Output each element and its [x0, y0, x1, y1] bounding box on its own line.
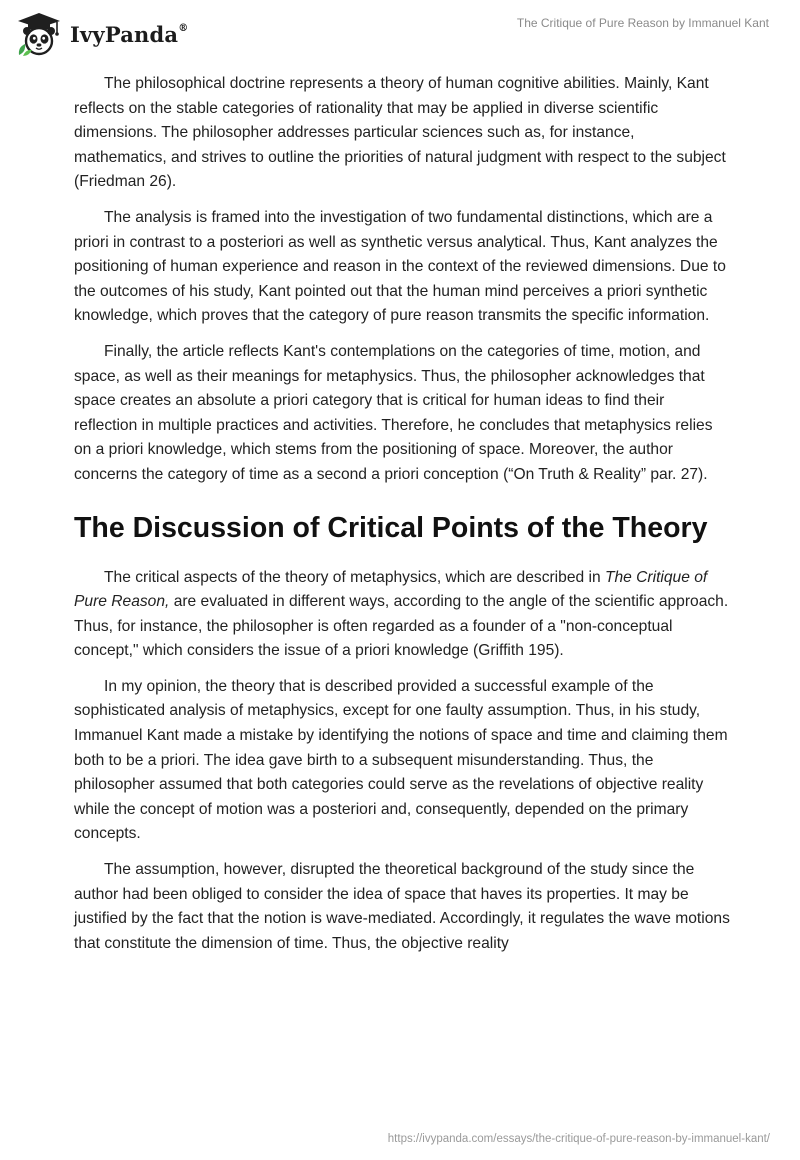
ivypanda-logo[interactable]	[14, 10, 188, 58]
source-url-link[interactable]: https://ivypanda.com/essays/the-critique-of-pure-reason-by-immanuel-kant/	[387, 1133, 770, 1145]
essay-body	[74, 72, 730, 967]
paragraph: In my opinion, the theory that is described provided a successful example of the sophisticated analysis of metaphysics, except for one faulty assumption. Thus, in his study, Immanuel Kant made a mistake by identifying the notions of space and time and claiming them both to be a priori. The idea gave birth to a subsequent misunderstanding. Thus, the philosopher assumed that both categories could serve as the revelations of objective reality while the concept of motion was a posteriori and, consequently, depended on the primary concepts.	[74, 677, 728, 843]
paragraph: The assumption, however, disrupted the theoretical background of the study since the author had been obliged to consider the idea of space that haves its properties. It may be justified by the fact that the notion is wave-mediated. Accordingly, it regulates the wave motions that constitute the dimension of time. Thus, the objective reality	[74, 861, 730, 952]
paragraph: The philosophical doctrine represents a theory of human cognitive abilities. Mainly, Kant reflects on the stable categories of rationality that may be applied in diverse scientific dimensions. The philosopher addresses particular sciences such as, for instance, mathematics, and strives to outline the priorities of natural judgment with respect to the subject (Friedman 26).	[74, 75, 726, 191]
paragraph-text: The critical aspects of the theory of metaphysics, which are described in	[104, 568, 605, 586]
section-heading: The Discussion of Critical Points of the Theory	[74, 511, 708, 544]
document-title: The Critique of Pure Reason by Immanuel Kant	[516, 16, 769, 30]
paragraph-text: are evaluated in different ways, according to the angle of the scientific approach. Thus, for instance, the philosopher is often regarded as a founder of a "non-conceptual concept," which considers the issue of a priori knowledge (Griffith 195).	[74, 593, 729, 660]
paragraph: The analysis is framed into the investigation of two fundamental distinctions, which are a priori in contrast to a posteriori as well as synthetic versus analytical. Thus, Kant analyzes the positioning of human experience and reason in the context of the reviewed dimensions. Due to the outcomes of his study, Kant pointed out that the human mind perceives a priori synthetic knowledge, which proves that the category of pure reason transmits the specific information.	[74, 208, 726, 325]
paragraph: Finally, the article reflects Kant's contemplations on the categories of time, motion, and space, as well as their meanings for metaphysics. Thus, the philosopher acknowledges that space creates an absolute a priori category that is critical for human ideas to find their reflection in multiple practices and activities. Therefore, he concludes that metaphysics relies on a priori knowledge, which stems from the positioning of space. Moreover, the author concerns the category of time as a second a priori conception (“On Truth & Reality” par. 27).	[74, 342, 713, 483]
paragraph	[74, 566, 730, 664]
brand-name: IvyPanda®	[70, 21, 189, 47]
panda-graduate-icon	[14, 11, 64, 57]
book-title-italic: The Critique of Pure Reason,	[74, 568, 708, 611]
trademark-symbol: ®	[178, 22, 189, 34]
page-header	[0, 0, 800, 70]
